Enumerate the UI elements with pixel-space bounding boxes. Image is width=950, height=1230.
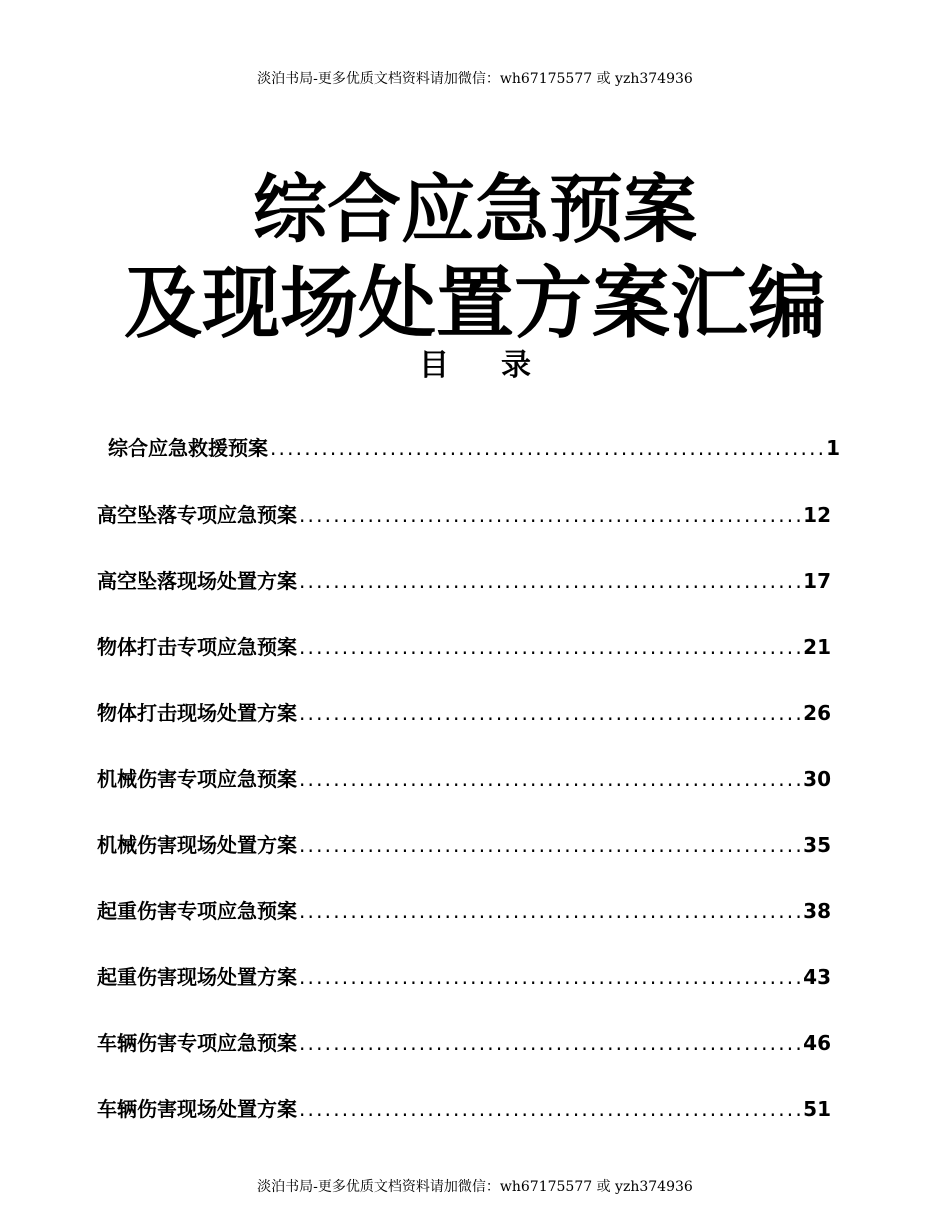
toc-entry[interactable] xyxy=(97,631,831,661)
toc-entry-page: 1 xyxy=(826,436,840,460)
toc-dot-leader xyxy=(299,567,801,595)
page-header: 淡泊书局-更多优质文档资料请加微信：wh67175577 或 yzh374936 xyxy=(257,71,693,87)
toc-dot-leader xyxy=(299,633,801,661)
toc-dot-leader xyxy=(270,434,824,462)
toc-entry-page: 51 xyxy=(803,1097,831,1121)
toc-entry-label: 起重伤害现场处置方案 xyxy=(97,965,297,989)
toc-entry-label: 高空坠落现场处置方案 xyxy=(97,569,297,593)
toc-heading-char-2: 录 xyxy=(501,348,531,383)
toc-entry-page: 46 xyxy=(803,1031,831,1055)
toc-dot-leader xyxy=(299,831,801,859)
toc-dot-leader xyxy=(299,501,801,529)
toc-entry-label: 高空坠落专项应急预案 xyxy=(97,503,297,527)
toc-dot-leader xyxy=(299,1095,801,1123)
toc-entry[interactable] xyxy=(97,829,831,859)
toc-entry[interactable] xyxy=(97,697,831,727)
toc-entry-page: 30 xyxy=(803,767,831,791)
toc-entry-label: 物体打击专项应急预案 xyxy=(97,635,297,659)
toc-entry-label: 机械伤害专项应急预案 xyxy=(97,767,297,791)
toc-heading xyxy=(0,346,950,386)
toc-dot-leader xyxy=(299,963,801,991)
toc-entry[interactable] xyxy=(97,1093,831,1123)
toc-entry-page: 17 xyxy=(803,569,831,593)
toc-entry[interactable] xyxy=(97,895,831,925)
toc-entry-label: 机械伤害现场处置方案 xyxy=(97,833,297,857)
toc-entry-page: 21 xyxy=(803,635,831,659)
toc-entry-page: 12 xyxy=(803,503,831,527)
document-title-line-1: 综合应急预案 xyxy=(253,167,697,253)
document-title-line-2: 及现场处置方案汇编 xyxy=(123,259,826,349)
toc-dot-leader xyxy=(299,897,801,925)
toc-entry[interactable] xyxy=(97,763,831,793)
toc-heading-char-1: 目 xyxy=(419,348,449,383)
toc-entry-label: 车辆伤害专项应急预案 xyxy=(97,1031,297,1055)
toc-entry-page: 26 xyxy=(803,701,831,725)
toc-dot-leader xyxy=(299,699,801,727)
toc-entry-page: 43 xyxy=(803,965,831,989)
toc-entry-label: 综合应急救援预案 xyxy=(108,436,268,460)
toc-entry-label: 车辆伤害现场处置方案 xyxy=(97,1097,297,1121)
toc-entry-page: 38 xyxy=(803,899,831,923)
toc-entry-label: 物体打击现场处置方案 xyxy=(97,701,297,725)
toc-entry-page: 35 xyxy=(803,833,831,857)
toc-entry[interactable] xyxy=(97,961,831,991)
page-footer: 淡泊书局-更多优质文档资料请加微信：wh67175577 或 yzh374936 xyxy=(257,1179,693,1195)
toc-entry[interactable] xyxy=(97,499,831,529)
toc-entry-label: 起重伤害专项应急预案 xyxy=(97,899,297,923)
toc-entry[interactable] xyxy=(108,432,840,462)
toc-entry[interactable] xyxy=(97,565,831,595)
toc-dot-leader xyxy=(299,1029,801,1057)
toc-dot-leader xyxy=(299,765,801,793)
toc-entry[interactable] xyxy=(97,1027,831,1057)
